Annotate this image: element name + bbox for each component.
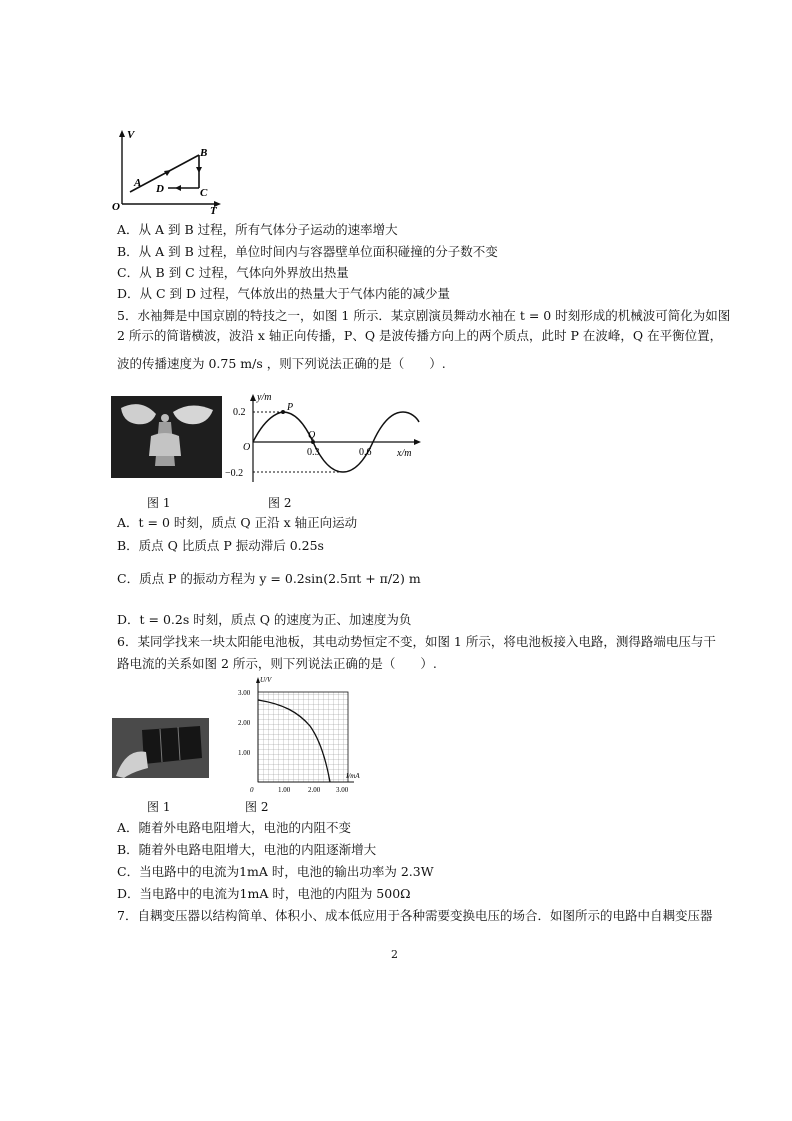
y-tick-3: 3.00 xyxy=(238,689,251,697)
origin-label: O xyxy=(243,442,251,453)
point-q-label: Q xyxy=(308,430,316,441)
point-d-label: D xyxy=(156,183,164,195)
x-tick-2: 2.00 xyxy=(308,786,321,794)
wave-graph xyxy=(223,390,423,490)
page-number: 2 xyxy=(391,948,398,961)
q6-stem-line-1: 6．某同学找来一块太阳能电池板，其电动势恒定不变，如图 1 所示，将电池板接入电路，测得路端电压与干 xyxy=(117,634,716,649)
q5-stem-line-3: 波的传播速度为 0.75 m/s ，则下列说法正确的是（ ）. xyxy=(117,356,446,371)
q5-stem-line-1: 5．水袖舞是中国京剧的特技之一，如图 1 所示．某京剧演员舞动水袖在 t = 0 时刻形成的机械波可简化为如图 xyxy=(117,308,731,323)
y-tick-bottom: −0.2 xyxy=(225,468,244,479)
point-b-label: B xyxy=(200,147,208,159)
q6-option-d: D．当电路中的电流为1mA 时，电池的内阻为 500Ω xyxy=(117,886,411,901)
x-axis-label: x/m xyxy=(397,448,412,459)
q5-option-a: A．t = 0 时刻，质点 Q 正沿 x 轴正向运动 xyxy=(117,515,358,530)
origin-label: O xyxy=(112,201,120,213)
point-p-label: P xyxy=(287,402,294,413)
q6-fig1-caption: 图 1 xyxy=(147,800,171,814)
water-sleeve-dance-photo xyxy=(111,396,222,478)
q5-option-c: C．质点 P 的振动方程为 y = 0.2sin(2.5πt + π/2) m xyxy=(117,571,421,586)
q5-stem-line-2: 2 所示的简谐横波，波沿 x 轴正向传播，P、Q 是波传播方向上的两个质点，此时 P 在波峰，Q 在平衡位置， xyxy=(117,328,723,343)
q5-fig2-caption: 图 2 xyxy=(268,496,292,510)
point-c-label: C xyxy=(200,187,208,199)
q4-option-a: A．从 A 到 B 过程，所有气体分子运动的速率增大 xyxy=(117,222,398,237)
solar-panel-photo xyxy=(112,718,209,778)
i-axis-label: I/mA xyxy=(346,772,360,780)
q5-option-d: D．t = 0.2s 时刻，质点 Q 的速度为正、加速度为负 xyxy=(117,612,412,627)
q7-stem: 7．自耦变压器以结构简单、体积小、成本低应用于各种需要变换电压的场合．如图所示的电路中自耦变压器 xyxy=(117,908,713,923)
x-tick-1: 1.00 xyxy=(278,786,291,794)
x-tick-0-6: 0.6 xyxy=(359,447,372,458)
point-a-label: A xyxy=(134,177,142,189)
x-tick-3: 3.00 xyxy=(336,786,349,794)
y-tick-1: 1.00 xyxy=(238,749,251,757)
q6-option-c: C．当电路中的电流为1mA 时，电池的输出功率为 2.3W xyxy=(117,864,434,879)
q6-stem-line-2: 路电流的关系如图 2 所示，则下列说法正确的是（ ）. xyxy=(117,656,437,671)
q4-option-b: B．从 A 到 B 过程，单位时间内与容器壁单位面积碰撞的分子数不变 xyxy=(117,244,498,259)
y-tick-top: 0.2 xyxy=(233,407,246,418)
v-axis-label: V xyxy=(127,129,135,141)
q4-option-d: D．从 C 到 D 过程，气体放出的热量大于气体内能的减少量 xyxy=(117,286,451,301)
q6-fig2-caption: 图 2 xyxy=(245,800,269,814)
origin-label: 0 xyxy=(250,786,254,794)
q5-fig1-caption: 图 1 xyxy=(147,496,171,510)
q4-option-c: C．从 B 到 C 过程，气体向外界放出热量 xyxy=(117,265,349,280)
q5-option-b: B．质点 Q 比质点 P 振动滞后 0.25s xyxy=(117,538,324,553)
q6-option-a: A．随着外电路电阻增大，电池的内阻不变 xyxy=(117,820,352,835)
t-axis-label: T xyxy=(210,205,217,216)
y-tick-2: 2.00 xyxy=(238,719,251,727)
x-tick-0-3: 0.3 xyxy=(307,447,320,458)
vt-graph xyxy=(108,126,223,216)
q6-option-b: B．随着外电路电阻增大，电池的内阻逐渐增大 xyxy=(117,842,377,857)
ui-graph xyxy=(228,674,368,796)
y-axis-label: y/m xyxy=(257,392,272,403)
u-axis-label: U/V xyxy=(260,676,272,684)
